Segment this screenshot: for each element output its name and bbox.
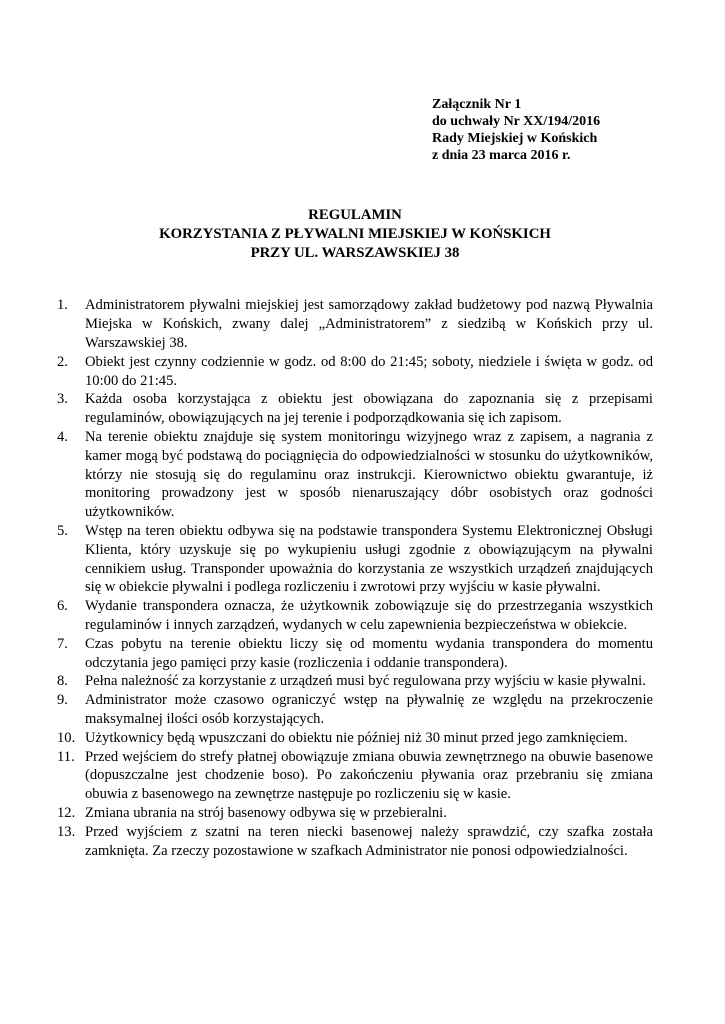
- attachment-header-line: z dnia 23 marca 2016 r.: [432, 148, 571, 163]
- attachment-header-line: Rady Miejskiej w Końskich: [432, 131, 598, 146]
- regulation-item: Administratorem pływalni miejskiej jest samorządowy zakład budżetowy pod nazwą Pływalnia Miejska w Końskich, zwany dalej „Administratorem” z siedzibą w Końskich przy ul. Warszawskiej 38.: [85, 297, 653, 351]
- regulation-item: Każda osoba korzystająca z obiektu jest obowiązana do zapoznania się z przepisami regulaminów, obowiązujących na jej terenie i podporządkowania się ich zapisom.: [85, 391, 653, 427]
- title-line: PRZY UL. WARSZAWSKIEJ 38: [250, 244, 460, 261]
- regulation-item: Wydanie transpondera oznacza, że użytkownik zobowiązuje się do przestrzegania wszystkich regulaminów i innych zarządzeń, wydanych w celu zapewnienia bezpieczeństwa w obiekcie.: [85, 598, 653, 633]
- regulation-item: Przed wejściem do strefy płatnej obowiązuje zmiana obuwia zewnętrznego na obuwie basenowe (dopuszczalne jest chodzenie boso). Po zakończeniu pływania oraz przebraniu się zmiana obuwia z basenowego na zewnętrze następuje po rozliczeniu się w kasie.: [85, 748, 653, 803]
- regulation-item: Użytkownicy będą wpuszczani do obiektu nie później niż 30 minut przed jego zamknięciem.: [85, 729, 628, 746]
- regulation-item: Pełna należność za korzystanie z urządzeń musi być regulowana przy wyjściu w kasie pływalni.: [85, 673, 646, 690]
- regulation-item: Czas pobytu na terenie obiektu liczy się od momentu wydania transpondera do momentu odczytania jego pamięci przy kasie (rozliczenia i oddanie transpondera).: [85, 635, 653, 671]
- attachment-header: [432, 96, 653, 164]
- regulation-item: Przed wyjściem z szatni na teren niecki basenowej należy sprawdzić, czy szafka została zamknięta. Za rzeczy pozostawione w szafkach Administrator nie ponosi odpowiedzialności.: [85, 823, 653, 859]
- attachment-header-line: Załącznik Nr 1: [432, 97, 522, 112]
- title-line: REGULAMIN: [308, 207, 402, 223]
- regulation-item: Wstęp na teren obiektu odbywa się na podstawie transpondera Systemu Elektronicznej Obsługi Klienta, który uzyskuje się po wykupieniu usługi zgodnie z obowiązującym na pływalni cennikiem usług. Transponder upoważnia do korzystania ze wszystkich urządzeń znajdujących się w obiekcie pływalni i podlega rozliczeniu i zwrotowi przy wyjściu w kasie pływalni.: [85, 522, 653, 596]
- document-title: [57, 206, 653, 262]
- regulation-list: [57, 296, 653, 860]
- regulation-item: Administrator może czasowo ograniczyć wstęp na pływalnię ze względu na przekroczenie maksymalnej ilości osób korzystających.: [85, 692, 653, 727]
- title-line: KORZYSTANIA Z PŁYWALNI MIEJSKIEJ W KOŃSKICH: [159, 225, 551, 242]
- regulation-item: Obiekt jest czynny codziennie w godz. od 8:00 do 21:45; soboty, niedziele i święta w godz. od 10:00 do 21:45.: [85, 353, 653, 389]
- attachment-header-line: do uchwały Nr XX/194/2016: [432, 114, 601, 129]
- regulation-item: Zmiana ubrania na strój basenowy odbywa się w przebieralni.: [85, 804, 447, 821]
- regulation-item: Na terenie obiektu znajduje się system monitoringu wizyjnego wraz z zapisem, a nagrania z kamer mogą być podstawą do pociągnięcia do odpowiedzialności w stosunku do użytkowników, którzy nie stosują się do regulaminu oraz instrukcji. Kierownictwo obiektu gwarantuje, iż monitoring prowadzony jest w sposób nienaruszający dóbr osobistych oraz godności użytkowników.: [85, 428, 653, 521]
